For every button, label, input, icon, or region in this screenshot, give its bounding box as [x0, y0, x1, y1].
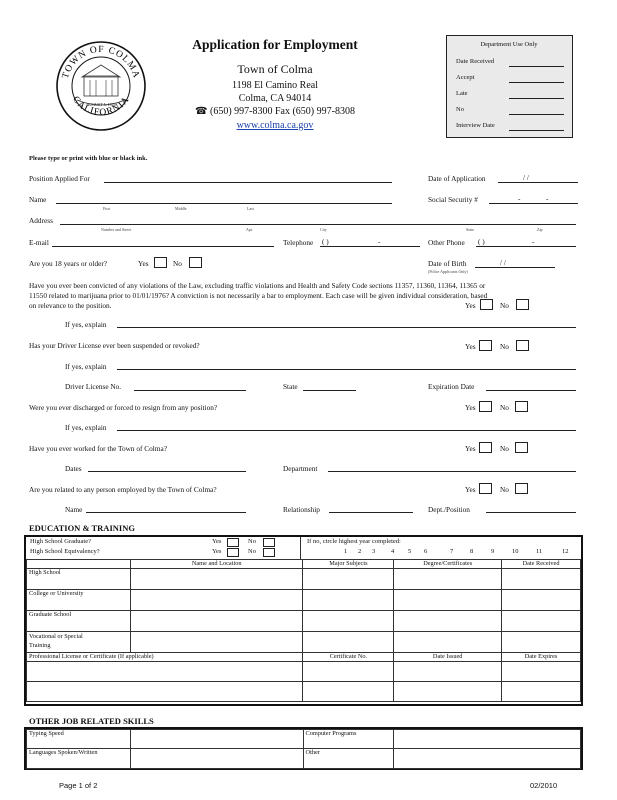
police-note: (Police Applicants Only)	[428, 269, 468, 274]
discharged-explain-field[interactable]	[117, 430, 576, 431]
dept-no: No	[456, 106, 464, 113]
expiration-field[interactable]	[486, 390, 576, 391]
license-number-label: Driver License No.	[65, 382, 122, 391]
year-11[interactable]: 11	[536, 548, 543, 555]
col-name-location: Name and Location	[130, 560, 303, 569]
related-name-field[interactable]	[86, 512, 246, 513]
name-label: Name	[29, 195, 47, 204]
languages-field[interactable]	[130, 749, 303, 769]
col-date-issued: Date Issued	[394, 653, 502, 662]
dept-accept: Accept	[456, 74, 475, 81]
other-phone-paren: ( )	[478, 237, 485, 246]
age18-no-label: No	[173, 259, 182, 268]
license-no-checkbox[interactable]	[516, 340, 529, 351]
zip-sub: Zip	[537, 227, 543, 232]
license-yes-label: Yes	[465, 342, 476, 351]
discharged-no-checkbox[interactable]	[515, 401, 528, 412]
address-line-2: Colma, CA 94014	[238, 93, 312, 104]
ssn-dash-2: -	[546, 194, 549, 203]
dates-label: Dates	[65, 464, 82, 473]
row-college: College or University	[27, 590, 131, 611]
ssn-dash-1: -	[518, 194, 521, 203]
website-link[interactable]: www.colma.ca.gov	[236, 120, 314, 131]
worked-no-checkbox[interactable]	[515, 442, 528, 453]
worked-question: Have you ever worked for the Town of Colma?	[29, 444, 167, 453]
department-use-box	[446, 35, 573, 138]
related-yes-label: Yes	[465, 485, 476, 494]
hs-grad-no-label: No	[248, 538, 256, 545]
hs-grad-yes-checkbox[interactable]	[227, 538, 239, 547]
typing-speed-field[interactable]	[130, 730, 303, 749]
svg-text:TOWN OF COLMA	[61, 45, 141, 80]
dept-interview-date: Interview Date	[456, 122, 495, 129]
dept-position-label: Dept./Position	[428, 505, 470, 514]
dob-field[interactable]	[475, 267, 555, 268]
related-no-checkbox[interactable]	[515, 483, 528, 494]
conviction-question-2: 11550 related to marijuana prior to 01/01/1976? A conviction is not necessarily a bar to employment. Each case will be given individual consideration, based	[29, 291, 488, 300]
seal-bottom-text: CALIFORNIA	[70, 94, 132, 119]
col-date-expires: Date Expires	[502, 653, 581, 662]
seal-top-text: TOWN OF COLMA	[60, 44, 142, 80]
hs-equiv-yes-label: Yes	[212, 548, 222, 555]
col-major-subjects: Major Subjects	[303, 560, 394, 569]
last-sub: Last	[247, 206, 254, 211]
address-line-1: 1198 El Camino Real	[231, 80, 318, 91]
year-8[interactable]: 8	[470, 548, 474, 555]
year-5[interactable]: 5	[408, 548, 412, 555]
telephone-dash: -	[378, 237, 381, 246]
hs-equiv-no-label: No	[248, 548, 256, 555]
conviction-yes-checkbox[interactable]	[480, 299, 493, 310]
address-label: Address	[29, 216, 53, 225]
telephone-field[interactable]	[320, 246, 420, 247]
education-heading: EDUCATION & TRAINING	[29, 523, 135, 533]
first-sub: First	[103, 206, 111, 211]
conviction-question-1: Have you ever been convicted of any violations of the Law, excluding traffic violations and Health and Safety Code sections 11357, 11360, 11364, 11365 or	[29, 281, 486, 290]
discharged-explain-label: If yes, explain	[65, 423, 107, 432]
worked-yes-checkbox[interactable]	[479, 442, 492, 453]
worked-yes-label: Yes	[465, 444, 476, 453]
middle-sub: Middle	[175, 206, 187, 211]
conviction-explain-label: If yes, explain	[65, 320, 107, 329]
telephone-label: Telephone	[283, 238, 314, 247]
conviction-no-label: No	[500, 301, 509, 310]
discharged-no-label: No	[500, 403, 509, 412]
town-seal	[55, 40, 147, 132]
org-name: Town of Colma	[237, 62, 313, 76]
seal-ribbon-text: AUGUST 5, 1924	[86, 102, 116, 107]
position-label: Position Applied For	[29, 174, 90, 183]
age18-yes-checkbox[interactable]	[154, 257, 167, 268]
page-number: Page 1 of 2	[59, 781, 98, 790]
table-row	[27, 682, 581, 702]
education-table	[26, 559, 581, 702]
related-question: Are you related to any person employed by the Town of Colma?	[29, 485, 217, 494]
typing-speed-label: Typing Speed	[27, 730, 131, 749]
dept-date-received: Date Received	[456, 58, 495, 65]
table-row	[27, 590, 581, 611]
year-4[interactable]: 4	[391, 548, 395, 555]
skills-box	[24, 727, 583, 770]
computer-programs-field[interactable]	[394, 730, 581, 749]
year-7[interactable]: 7	[450, 548, 454, 555]
dob-slashes: / /	[500, 258, 506, 267]
license-state-field[interactable]	[303, 390, 356, 391]
city-sub: City	[320, 227, 327, 232]
year-1[interactable]: 1	[344, 548, 348, 555]
related-no-label: No	[500, 485, 509, 494]
license-no-label: No	[500, 342, 509, 351]
conviction-yes-label: Yes	[465, 301, 476, 310]
col-degree: Degree/Certificates	[394, 560, 502, 569]
phone-fax: (650) 997-8300 Fax (650) 997-8308	[209, 106, 355, 117]
row-vocational: Vocational or Special Training	[27, 632, 131, 653]
state-sub: State	[466, 227, 474, 232]
relationship-label: Relationship	[283, 505, 320, 514]
conviction-no-checkbox[interactable]	[516, 299, 529, 310]
expiration-label: Expiration Date	[428, 382, 475, 391]
ssn-field[interactable]	[489, 203, 578, 204]
table-row	[27, 632, 581, 653]
dob-label: Date of Birth	[428, 259, 467, 268]
hs-grad-no-checkbox[interactable]	[263, 538, 275, 547]
apt-sub: Apt.	[246, 227, 253, 232]
instructions: Please type or print with blue or black ink.	[29, 155, 148, 162]
skills-heading: OTHER JOB RELATED SKILLS	[29, 716, 154, 726]
col-certificate-no: Certificate No.	[303, 653, 394, 662]
worked-no-label: No	[500, 444, 509, 453]
ssn-label: Social Security #	[428, 195, 478, 204]
age18-no-checkbox[interactable]	[189, 257, 202, 268]
year-2[interactable]: 2	[358, 548, 362, 555]
year-9[interactable]: 9	[491, 548, 495, 555]
table-row	[27, 611, 581, 632]
other-skills-field[interactable]	[394, 749, 581, 769]
other-skills-label: Other	[303, 749, 394, 769]
other-phone-dash: -	[532, 237, 535, 246]
license-question: Has your Driver License ever been suspended or revoked?	[29, 341, 200, 350]
dates-field[interactable]	[88, 471, 246, 472]
table-row	[27, 662, 581, 682]
other-phone-field[interactable]	[476, 246, 576, 247]
table-row	[27, 569, 581, 590]
license-yes-checkbox[interactable]	[479, 340, 492, 351]
related-name-label: Name	[65, 505, 83, 514]
row-graduate-school: Graduate School	[27, 611, 131, 632]
position-field[interactable]	[104, 182, 392, 183]
hs-grad-label: High School Graduate?	[30, 538, 92, 545]
discharged-yes-label: Yes	[465, 403, 476, 412]
form-title: Application for Employment	[192, 37, 358, 52]
department-field[interactable]	[328, 471, 576, 472]
computer-programs-label: Computer Programs	[303, 730, 394, 749]
email-label: E-mail	[29, 238, 49, 247]
other-phone-label: Other Phone	[428, 238, 465, 247]
row-high-school: High School	[27, 569, 131, 590]
col-professional-license: Professional License or Certificate (If applicable)	[27, 653, 303, 662]
street-sub: Number and Street	[101, 227, 132, 232]
hs-equiv-yes-checkbox[interactable]	[227, 548, 239, 557]
year-6[interactable]: 6	[424, 548, 428, 555]
related-yes-checkbox[interactable]	[479, 483, 492, 494]
license-explain-field[interactable]	[117, 369, 576, 370]
age18-label: Are you 18 years or older?	[29, 259, 108, 268]
license-number-field[interactable]	[134, 390, 246, 391]
license-explain-label: If yes, explain	[65, 362, 107, 371]
hs-equiv-label: High School Equivalency?	[30, 548, 100, 555]
year-12[interactable]: 12	[562, 548, 569, 555]
relationship-field[interactable]	[329, 512, 413, 513]
date-application-label: Date of Application	[428, 174, 486, 183]
age18-yes-label: Yes	[138, 259, 149, 268]
department-use-title: Department Use Only	[480, 41, 538, 48]
hs-equiv-no-checkbox[interactable]	[263, 548, 275, 557]
address-field[interactable]	[60, 224, 576, 225]
col-date-received: Date Received	[502, 560, 581, 569]
conviction-explain-field[interactable]	[117, 327, 576, 328]
languages-label: Languages Spoken/Written	[27, 749, 131, 769]
phone-line	[160, 106, 390, 117]
dept-position-field[interactable]	[486, 512, 576, 513]
year-3[interactable]: 3	[372, 548, 376, 555]
revision-date: 02/2010	[530, 781, 558, 790]
date-application-field[interactable]	[498, 182, 578, 183]
date-application-slashes: / /	[523, 173, 529, 182]
dept-late: Late	[456, 90, 468, 97]
discharged-question: Were you ever discharged or forced to resign from any position?	[29, 403, 218, 412]
skills-table	[26, 729, 581, 769]
email-field[interactable]	[52, 246, 274, 247]
telephone-paren: ( )	[322, 237, 329, 246]
year-options	[344, 548, 576, 557]
department-label: Department	[283, 464, 318, 473]
circle-year-label: If no, circle highest year completed:	[307, 538, 401, 545]
license-state-label: State	[283, 382, 298, 391]
hs-grad-yes-label: Yes	[212, 538, 222, 545]
phone-icon: ☎	[195, 106, 208, 117]
name-field[interactable]	[56, 203, 392, 204]
year-10[interactable]: 10	[512, 548, 519, 555]
conviction-question-3: on relevance to the position.	[29, 301, 112, 310]
discharged-yes-checkbox[interactable]	[479, 401, 492, 412]
education-box	[24, 535, 583, 706]
